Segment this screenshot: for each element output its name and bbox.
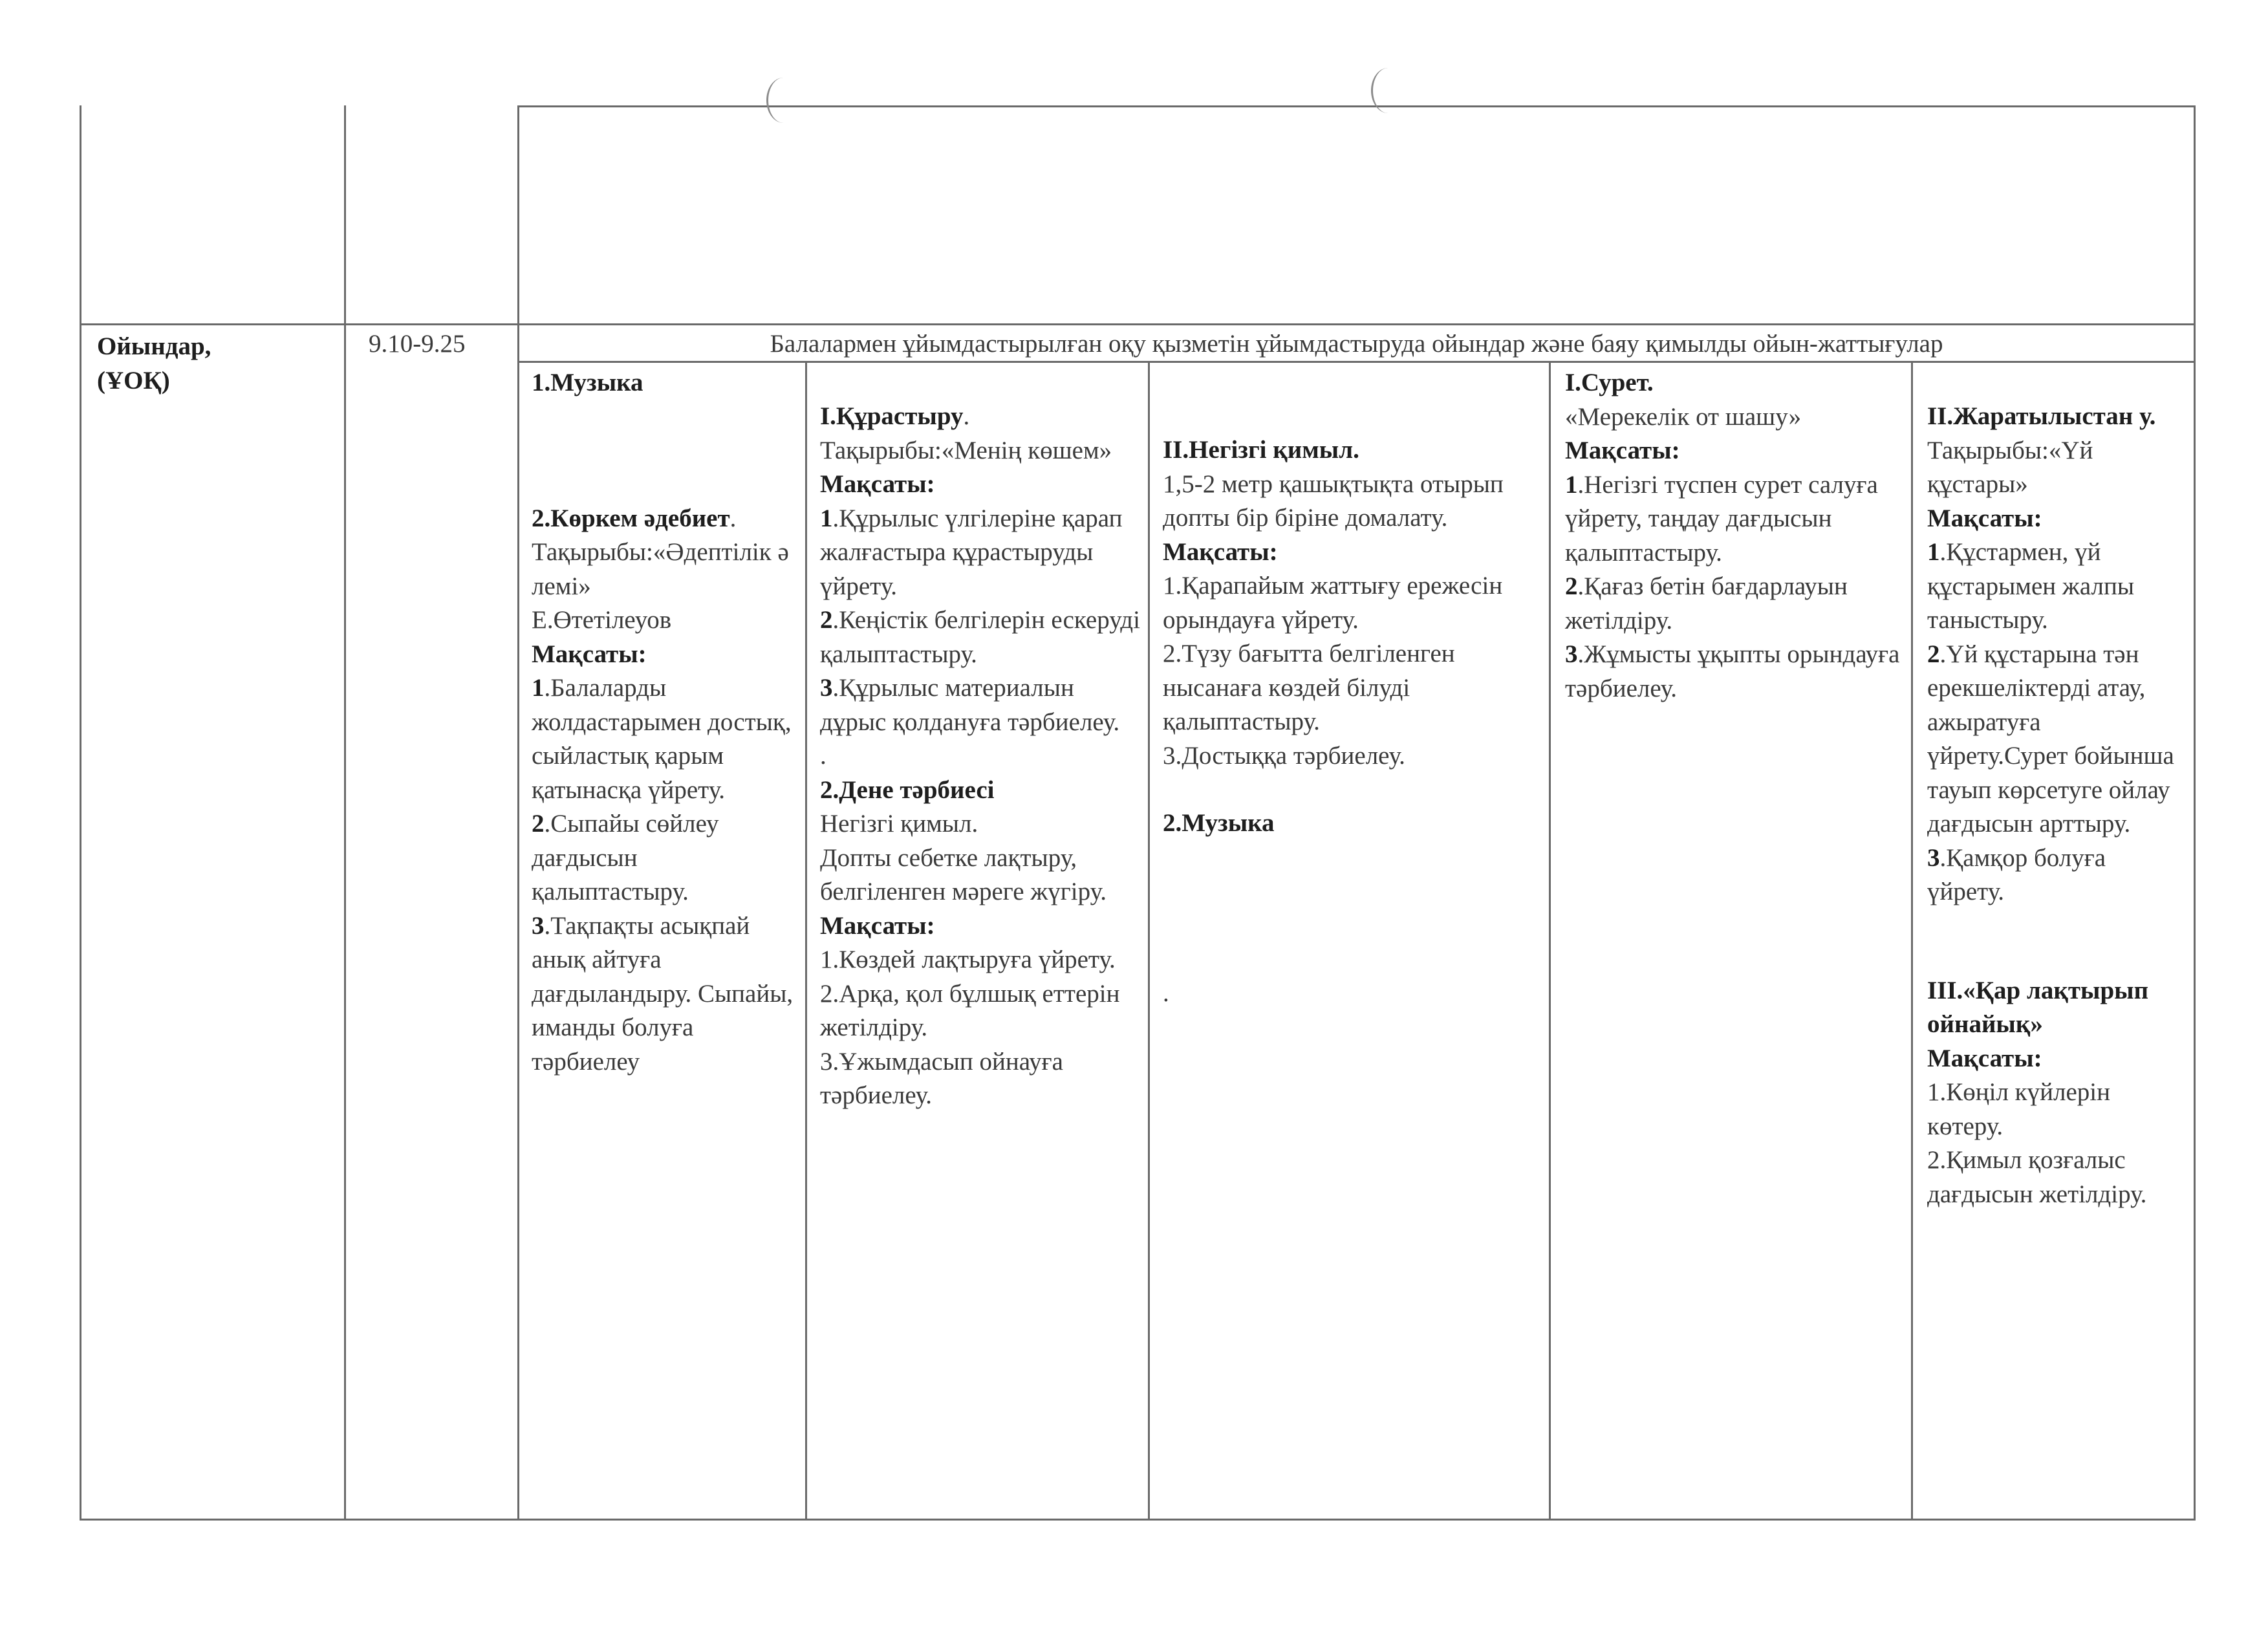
literature-topic: Тақырыбы:«Әдептілік әлемі»	[532, 538, 789, 600]
goal-3-number: 3	[1565, 640, 1578, 668]
goal-1-text: .Құстармен, үй құстарымен жалпы таныстыру.	[1927, 538, 2135, 634]
rule-bottom	[80, 1519, 2196, 1521]
column-friday	[1927, 400, 2186, 1211]
literature-title-line	[532, 502, 794, 536]
game-title: ІІІ.«Қар лақтырып ойнайық»	[1927, 976, 2149, 1038]
goal-1-text: .Балаларды жолдастарымен достық, сыйластық қарым қатынасқа үйрету.	[532, 674, 792, 804]
goal-3-text: .Тақпақты асықпай анық айтуға дағдыландыру. Сыпайы, иманды болуға тәрбиелеу	[532, 911, 794, 1076]
goals-label: Мақсаты:	[1565, 437, 1680, 464]
nature-title: ІІ.Жаратылыстан у.	[1927, 402, 2156, 430]
rule-col-time	[344, 105, 346, 1521]
game-goal-1: 1.Көңіл күйлерін көтеру.	[1927, 1078, 2110, 1140]
goal-2-number: 2	[820, 606, 833, 634]
row-header: Балалармен ұйымдастырылған оқу қызметін ұйымдастыруда ойындар және баяу қимылды ойын-жаттығулар	[770, 330, 1943, 358]
rule-sub-2	[1148, 361, 1150, 1521]
goal-2	[1927, 638, 2186, 841]
goal-1	[1927, 536, 2186, 638]
goal-1-text: .Құрылыс үлгілеріне қарап жалғастыра құрастыруды үйрету.	[820, 504, 1123, 600]
goal-2-number: 2	[532, 810, 545, 838]
basic-movement-text: 1,5-2 метр қашықтықта отырып допты бір біріне домалату.	[1163, 470, 1504, 532]
goal-2-text: .Кеңістік белгілерін ескеруді қалыптастыру.	[820, 606, 1140, 668]
goal-3	[820, 671, 1140, 739]
drawing-title: І.Сурет.	[1565, 369, 1654, 396]
rule-sub-4	[1911, 361, 1913, 1521]
literature-author: Е.Өтетілеуов	[532, 606, 672, 634]
drawing-topic: «Мерекелік от шашу»	[1565, 402, 1802, 431]
pe-goal-1: 1.Көздей лақтыруға үйрету.	[820, 946, 1116, 973]
goal-2	[1565, 570, 1908, 638]
rule-sub-3	[1549, 361, 1551, 1521]
column-monday	[532, 366, 794, 1079]
construction-topic: Тақырыбы:«Менің көшем»	[820, 436, 1112, 464]
goal-1-number: 1	[1927, 538, 1940, 566]
stray-dot: .	[1163, 979, 1169, 1007]
goal-3-text: .Қамқор болуға үйрету.	[1927, 843, 2106, 905]
activity-label: Ойындар, (ҰОҚ)	[97, 332, 211, 395]
pe-subtitle: Негізгі қимыл.	[820, 810, 978, 838]
goal-2-number: 2	[1927, 640, 1940, 668]
goal-1-number: 1	[1565, 470, 1578, 499]
goal-3	[1927, 841, 2186, 909]
goal-3	[1565, 638, 1908, 706]
goal-3-number: 3	[820, 674, 833, 702]
separator-dot: .	[820, 742, 826, 770]
game-goals-label: Мақсаты:	[1927, 1044, 2042, 1072]
goal-3	[532, 909, 794, 1079]
column-tuesday	[820, 400, 1140, 1113]
goals-label: Мақсаты:	[532, 640, 647, 668]
goal-1: 1.Қарапайым жаттығу ережесін орындауға үйрету.	[1163, 572, 1503, 634]
goal-2	[532, 807, 794, 909]
hole-punch-mark-right	[1371, 68, 1405, 113]
pe-goal-3: 3.Ұжымдасып ойнауға тәрбиелеу.	[820, 1047, 1063, 1109]
goal-2-text: .Қағаз бетін бағдарлауын жетілдіру.	[1565, 572, 1848, 634]
literature-title-dot: .	[729, 504, 737, 532]
pe-goal-2: 2.Арқа, қол бұлшық еттерін жетілдіру.	[820, 979, 1120, 1041]
goal-3-number: 3	[532, 911, 545, 940]
goal-2-text: .Үй құстарына тән ерекшеліктерді атау, ажыратуға үйрету.Сурет бойынша тауып көрсетуге ойлау дағдысын арттыру.	[1927, 640, 2174, 838]
goal-3-number: 3	[1927, 843, 1940, 872]
goal-1-text: .Негізгі түспен сурет салуға үйрету, таңдау дағдысын қалыптастыру.	[1565, 470, 1878, 567]
column-wednesday	[1163, 433, 1544, 1010]
rule-right	[2194, 105, 2196, 1521]
music-title: 1.Музыка	[532, 369, 643, 396]
goal-2	[820, 603, 1140, 671]
goal-1	[1565, 468, 1908, 570]
goals-label: Мақсаты:	[1163, 537, 1278, 566]
goal-2-text: .Сыпайы сөйлеу дағдысын қалыптастыру.	[532, 810, 719, 905]
construction-title: І.Құрастыру	[820, 402, 964, 430]
game-goal-2: 2.Қимыл қозғалыс дағдысын жетілдіру.	[1927, 1146, 2147, 1208]
construction-title-dot: .	[963, 402, 970, 430]
time-slot: 9.10-9.25	[369, 330, 466, 358]
pe-title: 2.Дене тәрбиесі	[820, 775, 995, 804]
hole-punch-mark-left	[766, 78, 801, 123]
construction-title-line	[820, 400, 1140, 434]
rule-left	[80, 105, 81, 1521]
music-title: 2.Музыка	[1163, 809, 1275, 837]
goal-1-number: 1	[532, 674, 545, 702]
goal-3-text: .Жұмысты ұқыпты орындауға тәрбиелеу.	[1565, 640, 1900, 702]
goal-3: 3.Достыққа тәрбиелеу.	[1163, 741, 1405, 770]
pe-goals-label: Мақсаты:	[820, 911, 935, 940]
goal-2-number: 2	[1565, 572, 1578, 600]
goal-1	[820, 502, 1140, 604]
pe-text: Допты себетке лақтыру, белгіленген мәреге жүгіру.	[820, 843, 1107, 905]
rule-row-separator	[80, 323, 2196, 325]
goal-2: 2.Түзу бағытта белгіленген нысанаға көздей білуді қалыптастыру.	[1163, 640, 1455, 735]
basic-movement-title: ІІ.Негізгі қимыл.	[1163, 436, 1359, 464]
rule-sub-1	[805, 361, 807, 1521]
goal-3-text: .Құрылыс материалын дұрыс қолдануға тәрбиелеу.	[820, 674, 1120, 736]
column-thursday	[1565, 366, 1908, 706]
goal-1-number: 1	[820, 504, 833, 532]
goal-1	[532, 671, 794, 807]
rule-col-content	[517, 105, 519, 1521]
goals-label: Мақсаты:	[820, 470, 935, 498]
goals-label: Мақсаты:	[1927, 504, 2042, 532]
literature-title: 2.Көркем әдебиет	[532, 504, 730, 532]
nature-topic: Тақырыбы:«Үй құстары»	[1927, 436, 2093, 498]
